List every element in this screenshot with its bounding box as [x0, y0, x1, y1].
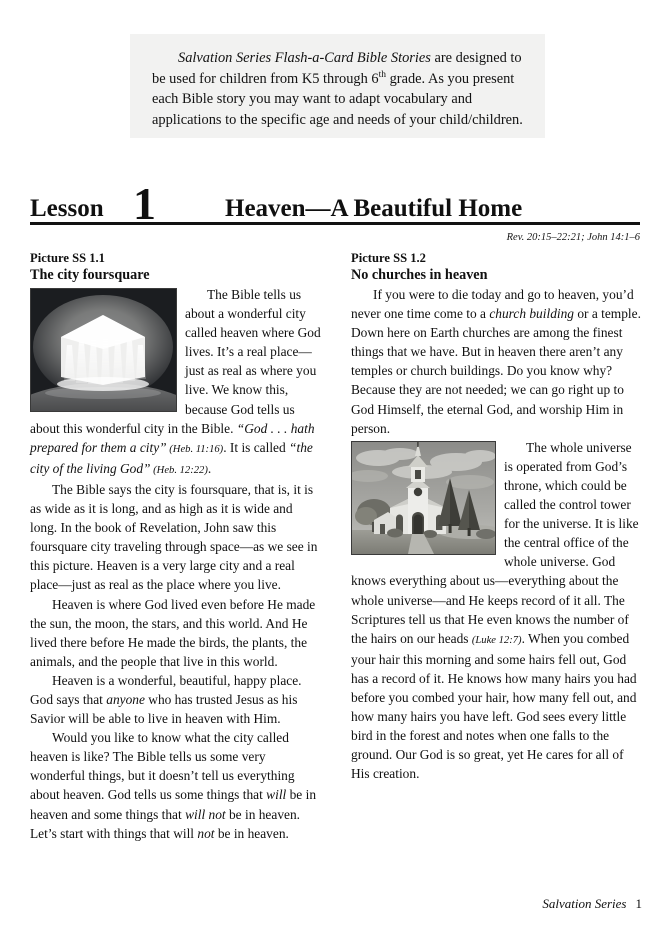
right-para1-text-b: or a temple. Down here on Earth churches are among the finest things that we have. But in heaven there aren’t any temples or church buildings. Do you know why? Because they are not needed; we can go right up to God Himself, the eternal God, and worship Him in person.	[351, 306, 641, 436]
footer-page-number: 1	[635, 896, 642, 911]
left-paragraph-5	[30, 728, 321, 843]
lesson-word: Lesson	[30, 195, 104, 222]
left-para1-ref-1: (Heb. 11:16)	[166, 443, 224, 455]
right-picture-label: Picture SS 1.2	[351, 251, 426, 265]
left-para1-ref-2: (Heb. 12:22)	[150, 464, 208, 476]
left-para1-text-c: .	[207, 460, 212, 476]
footer-series-name: Salvation Series	[542, 896, 627, 911]
intro-note-text	[152, 48, 523, 130]
right-para1-text-a: If you were to die today and go to heaven, you’d never one time come to a	[351, 287, 634, 322]
intro-text-part2: grade. As you present each Bible story you may want to adapt vocabulary and applications to the specific age and needs of your child/children.	[152, 70, 523, 128]
left-para4-text-b: who has trusted Jesus as his Savior will be able to live in heaven with Him.	[30, 691, 298, 727]
lesson-number: 1	[133, 178, 156, 229]
left-para5-text-d: be in heaven.	[214, 825, 289, 841]
left-section-subtitle: The city foursquare	[30, 267, 150, 283]
right-para2-ref: (Luke 12:7)	[471, 634, 522, 646]
left-para5-text-b: be in heaven and some things that	[30, 787, 317, 822]
article-columns	[30, 250, 642, 843]
left-paragraph-2: The Bible says the city is foursquare, that is, it is as wide as it is long, and as high as it is wide and long. In the book of Revelation, John saw this foursquare city traveling through space—as we see in this picture. Heaven is a very large city and a real place—just as real as the place where you live.	[30, 481, 318, 593]
right-para2-text-b: . When you combed your hair this morning and some hairs fell out, God has a record of it. He knows how many hairs you had before you combed your hair, how many fell out, and how many hairs you have left. God sees every little bird in the forest and notes when one falls to the ground. Our God is so great, yet He cares for all of His creation.	[351, 630, 637, 782]
intro-series-title: Salvation Series Flash-a-Card Bible Stories	[178, 50, 431, 66]
lesson-header-rule	[30, 222, 640, 225]
intro-text-part1: are designed to be used for children from K5 through 6	[152, 50, 522, 87]
left-para5-emphasis-2: will not	[185, 806, 226, 822]
left-para5-text-c: be in heaven. Let’s start with things that will	[30, 806, 301, 841]
intro-ordinal-suffix: th	[378, 69, 386, 80]
left-para1-quote-1: “God . . . hath prepared for them a city”	[30, 420, 315, 455]
left-para1-text-a: The Bible tells us about a wonderful city called heaven where God lives. It’s a real place—just as real as where you live. We know this, because God tells us about this wonderful city in the Bible.	[30, 287, 321, 436]
page-footer	[30, 896, 642, 912]
left-column	[30, 250, 321, 843]
page-title: Heaven—A Beautiful Home	[225, 195, 523, 222]
left-para4-text-a: Heaven is a wonderful, beautiful, happy place. God says that	[30, 672, 302, 707]
left-paragraph-4	[30, 671, 321, 728]
lesson-header	[30, 178, 640, 232]
right-paragraph-1	[351, 285, 642, 438]
right-section-subtitle: No churches in heaven	[351, 267, 488, 283]
right-para2-text-a: The whole universe is operated from God’s throne, which could be called the control tower for the universe. It is like the central office of the whole universe. God knows everything about us—everything about the whole universe—and He keeps record of it all. The Scriptures tell us that He even knows the number of the hairs on our heads	[351, 439, 639, 646]
left-paragraph-3: Heaven is where God lived even before He made the sun, the moon, the stars, and this world. And He lived there before He made the birds, the plants, the animals, and the people that live in this world.	[30, 596, 316, 669]
left-paragraph-1	[30, 285, 321, 480]
scripture-reference: Rev. 20:15–22:21; John 14:1–6	[506, 232, 640, 243]
left-para1-quote-2: “the city of the living God”	[30, 439, 313, 476]
left-para5-emphasis-3: not	[197, 825, 215, 841]
left-para4-emphasis: anyone	[106, 691, 145, 707]
right-paragraph-2	[351, 438, 642, 784]
left-para5-text-a: Would you like to know what the city called heaven is like? The Bible tells us some very wonderful things, but it doesn’t tell us everything about heaven. God tells us some things that	[30, 730, 295, 803]
right-para1-emphasis: church building	[489, 306, 574, 322]
left-para5-emphasis-1: will	[266, 787, 287, 803]
foursquare-city-figure	[30, 288, 177, 412]
right-column	[351, 250, 642, 783]
intro-note-box	[130, 34, 545, 138]
country-church-figure	[351, 441, 496, 555]
left-picture-label: Picture SS 1.1	[30, 251, 105, 265]
left-para1-text-b: . It is called	[223, 439, 290, 455]
